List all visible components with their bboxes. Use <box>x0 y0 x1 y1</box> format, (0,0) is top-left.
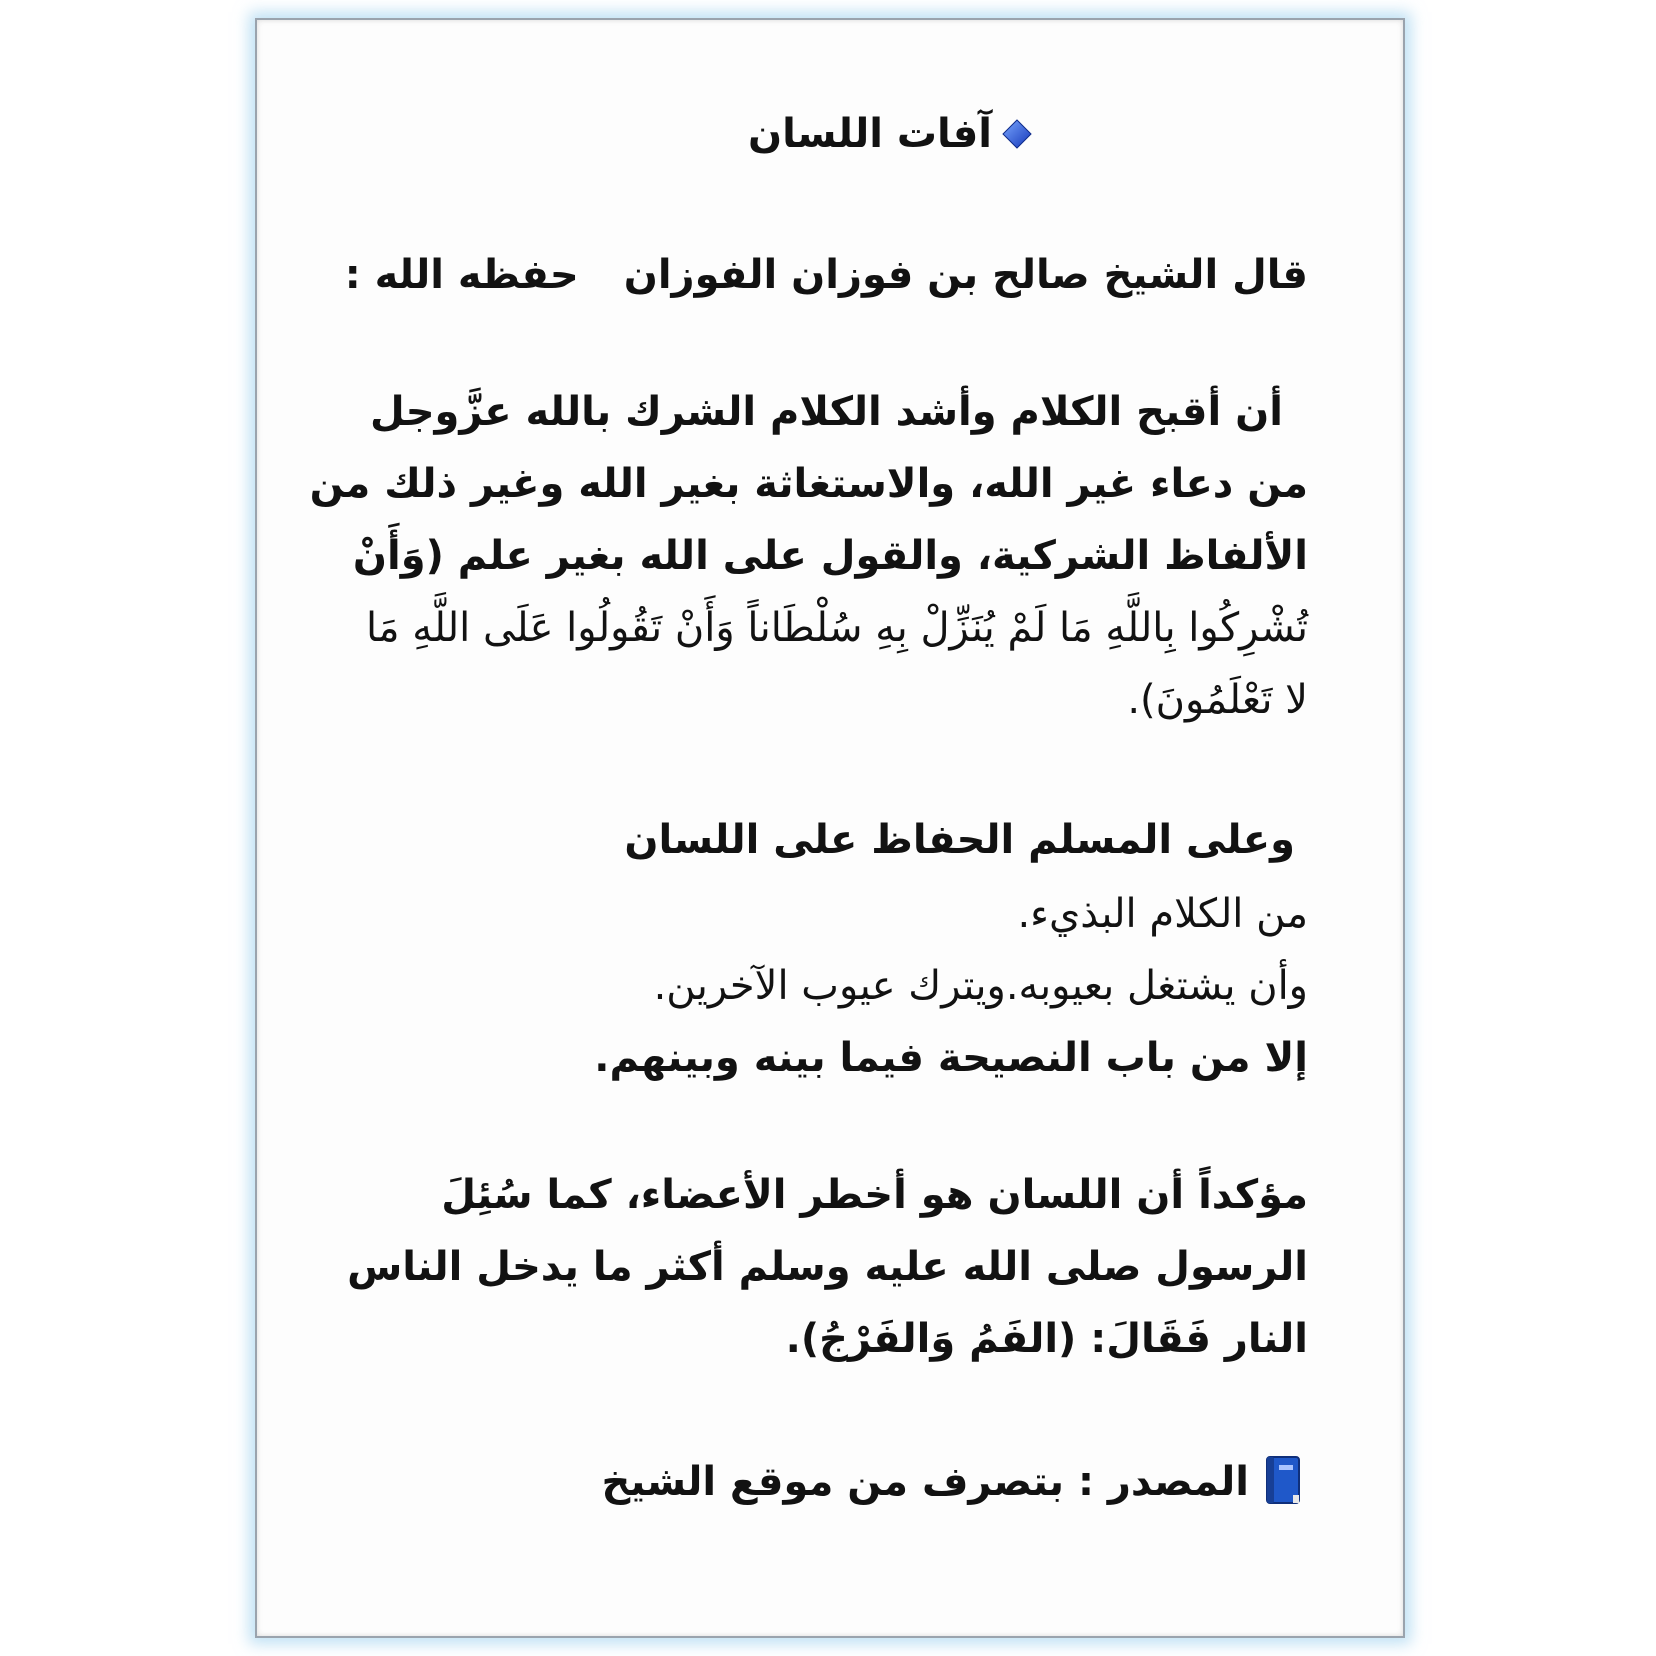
intro-speaker: قال الشيخ صالح بن فوزان الفوزان <box>623 252 1308 298</box>
document-page <box>255 18 1405 1638</box>
source-line <box>601 1452 1303 1512</box>
paragraph1-line-5: لا تَعْلَمُونَ). <box>1127 677 1308 723</box>
paragraph2-line-3: إلا من باب النصيحة فيما بينه وبينهم. <box>594 1035 1308 1081</box>
blue-book-icon <box>1263 1455 1303 1505</box>
paragraph1-line-3: الألفاظ الشركية، والقول على الله بغير علم (وَأَنْ <box>352 533 1308 579</box>
paragraph2-line-2: وأن يشتغل بعيوبه.ويترك عيوب الآخرين. <box>653 963 1308 1009</box>
intro-line <box>345 245 1308 305</box>
paragraph3-line-3: النار فَقَالَ: (الفَمُ وَالفَرْجُ). <box>785 1316 1308 1362</box>
intro-honorific: حفظه الله : <box>344 252 579 298</box>
document-title <box>257 104 1403 164</box>
paragraph1-line-1: أن أقبح الكلام وأشد الكلام الشرك بالله عزَّوجل <box>370 389 1283 435</box>
source-text: المصدر : بتصرف من موقع الشيخ <box>601 1459 1249 1505</box>
paragraph2-line-1: من الكلام البذيء. <box>1017 891 1308 937</box>
paragraph1-line-2: من دعاء غير الله، والاستغاثة بغير الله وغير ذلك من <box>309 461 1308 507</box>
paragraph2-heading: وعلى المسلم الحفاظ على اللسان <box>624 817 1295 863</box>
paragraph3-line-2: الرسول صلى الله عليه وسلم أكثر ما يدخل الناس <box>347 1244 1308 1290</box>
paragraph1-line-4: تُشْرِكُوا بِاللَّهِ مَا لَمْ يُنَزِّلْ بِهِ سُلْطَاناً وَأَنْ تَقُولُوا عَلَى اللَّهِ مَا <box>365 605 1308 651</box>
paragraph3-line-1: مؤكداً أن اللسان هو أخطر الأعضاء، كما سُئِلَ <box>441 1172 1308 1218</box>
blue-diamond-icon <box>1002 119 1032 149</box>
title-text: آفات اللسان <box>748 111 992 157</box>
